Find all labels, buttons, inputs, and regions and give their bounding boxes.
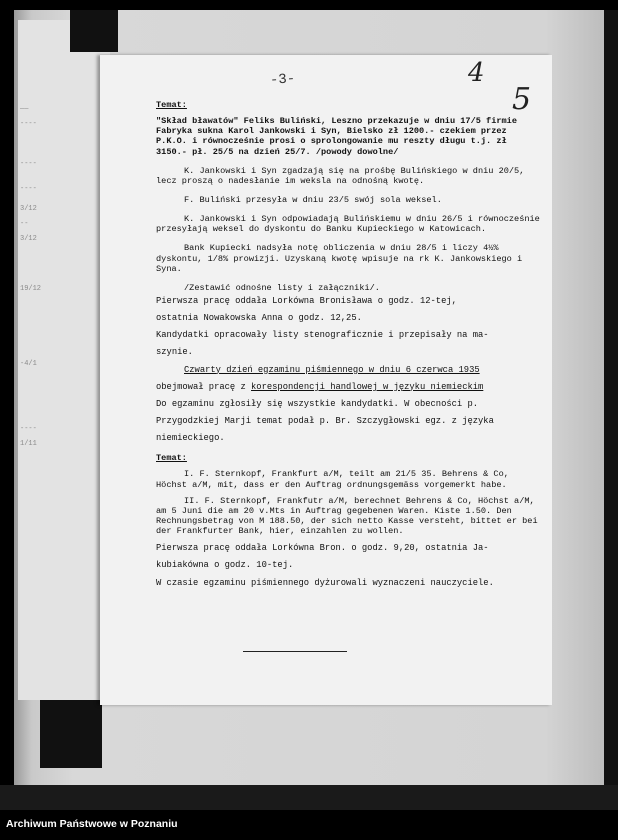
topic-1-paragraph-6: /Zestawić odnośne listy i załączniki/. [184,282,380,293]
report-line: Kandydatki opracowały listy stenograficznie i przepisały na ma- [156,330,489,341]
report-line: W czasie egzaminu piśmiennego dyżurowali wyznaczeni nauczyciele. [156,577,494,588]
report-line [156,379,541,396]
report-line: niemieckiego. [156,433,225,444]
topic-1-paragraph-4: K. Jankowski i Syn odpowiadają Bulińskiemu w dniu 26/5 i równocześnie przesyłają weksel do dyskontu do Banku Kupieckiego w Katowicach. [156,214,540,235]
archive-label: Archiwum Państwowe w Poznaniu [6,818,178,830]
report-line: Pierwsza pracę oddała Lorkówna Bron. o godz. 9,20, ostatnia Ja- [156,543,489,554]
topic-1-paragraph-1: "Skład bławatów" Feliks Buliński, Leszno przekazuje w dniu 17/5 firmie Fabryka sukna Karol Jankowski i Syn, Bielsko zł 1200.- czekiem przez P.K.O. i równocześnie prosi o sprolongowanie mu reszty długu t.j. zł 3150.- pł. 25/5 na dzień 25/7. /powody dowolne/ [156,116,517,157]
report-text: obejmował pracę z [156,381,252,392]
report-line: szynie. [156,347,193,358]
topic-2-paragraph-1: I. F. Sternkopf, Frankfurt a/M, teilt am 21/5 35. Behrens & Co, Höchst a/M, mit, dass er den Auftrag ordnungsgemäss vorgemerkt habe. [156,469,509,490]
underlying-page: —— ---- ---- ---- 3/12 -- 3/12 19/12 -4/1 ---- 1/11 [18,20,110,700]
report-line: Pierwsza pracę oddała Lorkówna Bronisława o godz. 12-tej, [156,295,457,306]
scan-edge-top [70,10,118,52]
handwritten-number-top: 4 [468,58,485,88]
archive-footer [0,810,618,840]
report-line: ostatnia Nowakowska Anna o godz. 12,25. [156,313,362,324]
report-line: Do egzaminu zgłosiły się wszystkie kandydatki. W obecności p. [156,398,479,409]
scan-bottom-strip [0,785,618,810]
report-line: Przygodzkiej Marji temat podał p. Br. Szczygłowski egz. z języka [156,415,494,426]
topic-heading-2: Temat: [156,453,187,464]
page-number: -3- [269,71,296,89]
exam-report-2 [156,540,541,591]
exam-subject: korespondencji handlowej w języku niemieckim [251,381,484,392]
topic-2-paragraph-2: II. F. Sternkopf, Frankfutr a/M, berechnet Behrens & Co, Höchst a/M, am 5 Juni die am 20 v.Mts in Auftrag gegebenen Waren. Kiste 1.50. Den Rechnungsbetrag von M 188.50, der sich netto Kasse versteht, bittet er bei der Frankfurter Bank, hier, einzahlen zu wollen. [156,495,538,537]
signature-line [243,651,347,652]
topic-1-paragraph-5: Bank Kupiecki nadsyła notę obliczenia w dniu 28/5 i liczy 4½% dyskontu, 1/8% prowizji. Uzyskaną kwotę wpisuje na rk K. Jankowskiego i Syna. [156,243,523,274]
scan-edge-bottom [40,700,102,768]
topic-heading-1: Temat: [156,100,187,110]
handwritten-number-bottom: 5 [512,82,532,117]
scan-edge-right [604,10,618,785]
exam-day-heading: Czwarty dzień egzaminu piśmiennego w dniu 6 czerwca 1935 [184,364,480,375]
topic-1-paragraph-3: F. Buliński przesyła w dniu 23/5 swój sola weksel. [184,194,442,205]
exam-report-1 [156,293,541,447]
report-line: kubiakówna o godz. 10-tej. [156,560,294,571]
document-text [156,100,541,592]
topic-1-paragraph-2: K. Jankowski i Syn zgadzają się na prośbę Bulińskiego w dniu 20/5, lecz proszą o nadesłanie im weksla na odnośną kwotę. [156,165,525,186]
